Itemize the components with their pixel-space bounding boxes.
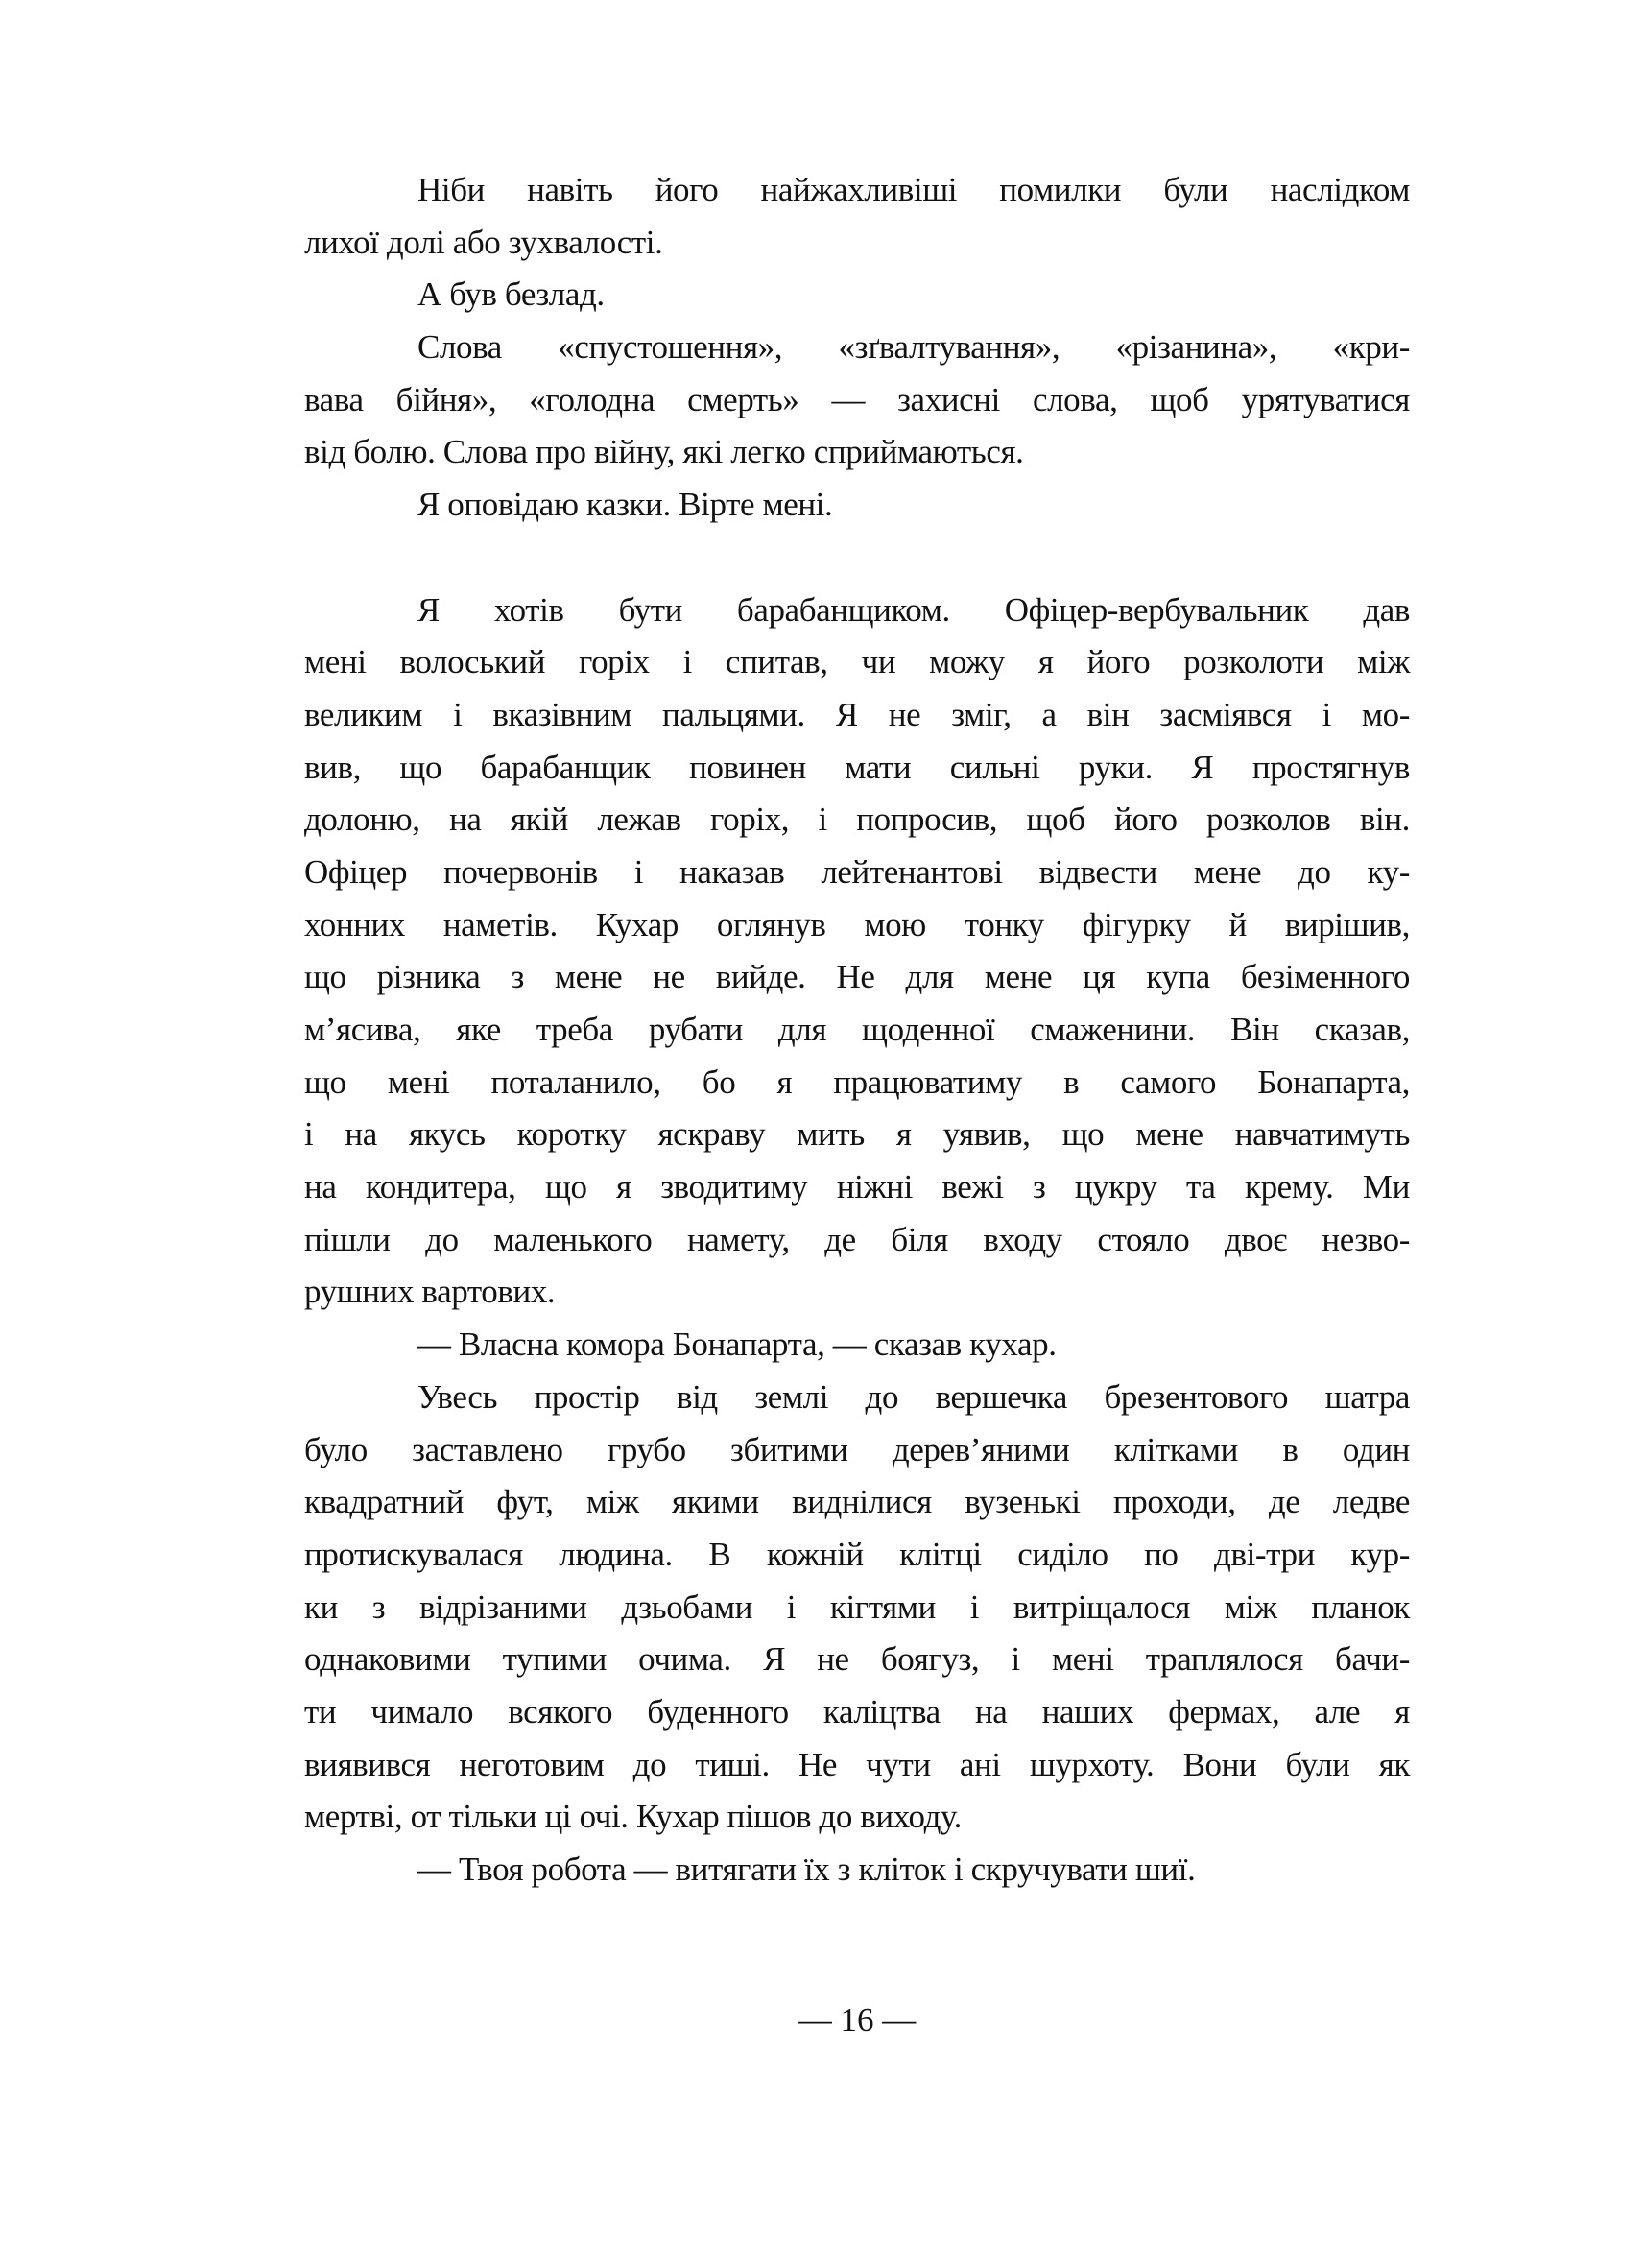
text-line: що різника з мене не вийде. Не для мене ця купа безіменного xyxy=(304,958,1410,996)
paragraph xyxy=(304,1372,1410,1844)
text-line: Ніби навіть його найжахливіші помилки були наслідком xyxy=(417,171,1410,208)
text-line: Слова «спустошення», «зґвалтування», «різанина», «кри- xyxy=(417,328,1410,367)
text-line: і на якусь коротку яскраву мить я уявив, що мене навчатимуть xyxy=(304,1115,1410,1154)
text-line: Я оповідаю казки. Вірте мені. xyxy=(417,486,833,524)
text-line: що мені поталанило, бо я працюватиму в самого Бонапарта, xyxy=(304,1062,1410,1101)
text-line: квадратний фут, між якими виднілися вузенькі проходи, де ледве xyxy=(304,1483,1410,1521)
text-line: хонних наметів. Кухар оглянув мою тонку фігурку й вирішив, xyxy=(304,905,1410,943)
text-line: вава бійня», «голодна смерть» — захисні слова, щоб урятуватися xyxy=(304,380,1410,418)
text-line: мертві, от тільки ці очі. Кухар пішов до виходу. xyxy=(304,1798,962,1836)
paragraph xyxy=(304,479,1410,532)
text-line: лихої долі або зухвалості. xyxy=(304,223,663,261)
text-line: Офіцер почервонів і наказав лейтенантові відвести мене до ку- xyxy=(304,852,1410,891)
page-number: — 16 — xyxy=(798,2001,917,2039)
text-line: м’ясива, яке треба рубати для щоденної смаженини. Він сказав, xyxy=(304,1011,1410,1048)
paragraph xyxy=(304,585,1410,1320)
paragraph xyxy=(304,164,1410,269)
text-line: однаковими тупими очима. Я не боягуз, і мені траплялося бачи- xyxy=(304,1640,1410,1679)
text-line: рушних вартових. xyxy=(304,1273,556,1311)
text-line: було заставлено грубо збитими дерев’яними клітками в один xyxy=(304,1430,1410,1468)
page-text xyxy=(304,164,1410,1897)
text-line: долоню, на якій лежав горіх, і попросив, щоб його розколов він. xyxy=(304,800,1410,839)
text-line: на кондитера, що я зводитиму ніжні вежі з цукру та крему. Ми xyxy=(304,1168,1410,1206)
text-line: ти чимало всякого буденного каліцтва на наших фермах, але я xyxy=(304,1692,1410,1731)
text-line: — Твоя робота — витягати їх з кліток і скручувати шиї. xyxy=(417,1850,1196,1888)
text-line: — Власна комора Бонапарта, — сказав кухар. xyxy=(417,1325,1057,1364)
text-line: виявився неготовим до тиші. Не чути ані шурхоту. Вони були як xyxy=(304,1745,1410,1783)
text-line: А був безлад. xyxy=(417,275,605,314)
paragraph xyxy=(304,269,1410,322)
text-line: ки з відрізаними дзьобами і кігтями і витріщалося між планок xyxy=(304,1588,1410,1626)
text-line: Увесь простір від землі до вершечка брезентового шатра xyxy=(417,1377,1410,1416)
text-line: мені волоський горіх і спитав, чи можу я його розколоти між xyxy=(304,643,1410,681)
text-line: великим і вказівним пальцями. Я не зміг, а він засміявся і мо- xyxy=(304,695,1410,733)
text-line: від болю. Слова про війну, які легко сприймаються. xyxy=(304,433,1024,471)
text-line: Я хотів бути барабанщиком. Офіцер-вербувальник дав xyxy=(417,590,1410,629)
text-line: протискувалася людина. В кожній клітці сиділо по дві-три кур- xyxy=(304,1535,1410,1573)
paragraph xyxy=(304,1319,1410,1372)
text-line: вив, що барабанщик повинен мати сильні руки. Я простягнув xyxy=(304,748,1410,786)
paragraph xyxy=(304,1844,1410,1897)
paragraph xyxy=(304,322,1410,479)
text-line: пішли до маленького намету, де біля входу стояло двоє незво- xyxy=(304,1220,1410,1258)
